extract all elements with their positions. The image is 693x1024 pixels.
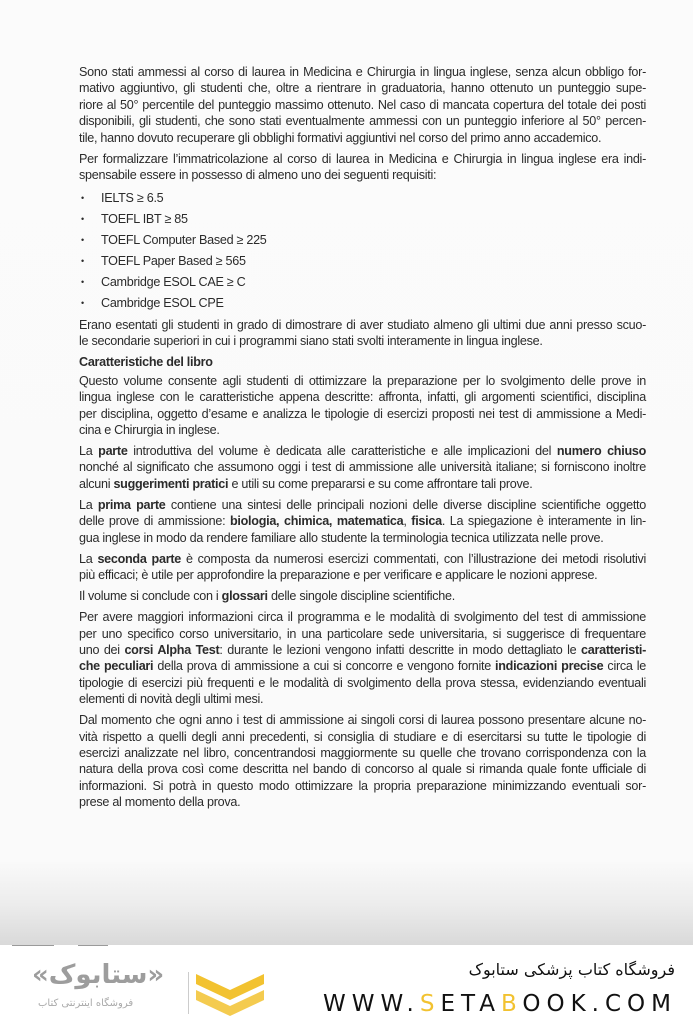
paragraph	[79, 551, 646, 584]
paragraph	[79, 64, 646, 146]
text-segment: più efficaci; è utile per approfondire la preparazione e per verificare e applicare le nozioni apprese.	[79, 568, 598, 583]
text-line	[79, 373, 646, 389]
list-item-text: TOEFL IBT ≥ 85	[101, 212, 188, 227]
text-segment: le secondarie superiori in cui i programmi siano stati svolti interamente in lingua inglese.	[79, 334, 543, 349]
text-line	[79, 459, 646, 475]
text-segment: prese al momento della prova.	[79, 795, 241, 810]
list-item	[79, 230, 646, 251]
text-segment: della prova di ammissione a cui si concorre e vengono fornite	[153, 659, 496, 674]
text-segment: ,	[403, 514, 412, 529]
section-heading: Caratteristiche del libro	[79, 355, 213, 370]
text-segment: alcuni	[79, 476, 114, 491]
text-segment: Il volume si conclude con i	[79, 589, 222, 604]
bold-text: indicazioni precise	[495, 659, 604, 674]
bold-text: biologia, chimica, matematica	[230, 514, 404, 529]
list-item	[79, 251, 646, 272]
bold-text: prima parte	[97, 497, 166, 512]
text-segment: nonché al significato che assumono oggi i test di ammissione alle università italiane; si forniscono inoltre	[79, 460, 646, 475]
page-text	[79, 64, 646, 815]
text-line	[79, 794, 646, 810]
paragraph	[79, 588, 646, 604]
text-segment: informazioni. Si potrà in questo modo ottimizzare la propria preparazione minimizzando eventuali sor-	[79, 778, 646, 793]
list-item	[79, 272, 646, 293]
site-part: WWW.	[322, 991, 420, 1017]
text-segment: lingua inglese con le caratteristiche appena descritte: affronta, infatti, gli argomenti scientifici, disciplina	[79, 390, 646, 405]
text-line	[79, 691, 646, 707]
list-item-text: Cambridge ESOL CAE ≥ C	[101, 275, 246, 290]
list-item-text: TOEFL Paper Based ≥ 565	[101, 254, 246, 269]
bullet-icon: •	[81, 256, 84, 267]
text-line	[79, 658, 646, 674]
text-line	[79, 745, 646, 761]
text-segment: è composta da numerosi esercizi commentati, con l’illustrazione dei metodi risolutivi	[180, 551, 647, 566]
logo-subtitle: فروشگاه اینترنتی کتاب	[38, 998, 134, 1009]
text-line	[79, 97, 646, 113]
bullet-icon: •	[81, 298, 84, 309]
text-line	[79, 151, 646, 167]
bold-text: suggerimenti pratici	[113, 476, 229, 491]
paragraph	[79, 497, 646, 546]
text-segment: gua inglese in modo da rendere familiare allo studente la terminologia tecnica utilizzata nelle prove.	[79, 530, 604, 545]
text-line	[79, 642, 646, 658]
text-line	[79, 317, 646, 333]
text-segment: per disciplina, oggetto d’esame e analizza le tipologie di esercizi proposti nei test di ammissione a Medi-	[79, 406, 646, 421]
text-segment: circa le	[603, 659, 646, 674]
text-segment: La	[79, 497, 98, 512]
text-line	[79, 113, 646, 129]
text-segment: La	[79, 444, 99, 459]
requirements-list	[79, 188, 646, 314]
text-segment: delle prove di ammissione:	[79, 514, 231, 529]
text-line	[79, 443, 646, 459]
text-line	[79, 406, 646, 422]
text-segment: Dal momento che ogni anno i test di ammissione ai singoli corsi di laurea possono presentare alcune no-	[79, 713, 646, 728]
bold-text: fisica	[411, 514, 442, 529]
watermark-footer	[0, 946, 693, 1024]
text-segment: spensabile essere in possesso di almeno uno dei seguenti requisiti:	[79, 168, 437, 183]
text-segment: Erano esentati gli studenti in grado di dimostrare di aver studiato almeno gli ultimi due anni presso scuo-	[79, 318, 646, 333]
text-line	[79, 675, 646, 691]
paragraph	[79, 317, 646, 350]
text-segment: Per formalizzare l’immatricolazione al corso di laurea in Medicina e Chirurgia in lingua inglese era indi-	[79, 151, 646, 166]
text-segment: esercizi analizzate nel libro, concentrandosi maggiormente su quelle che trovano corrispondenza con la	[79, 745, 646, 760]
bold-text: corsi Alpha Test	[124, 642, 220, 657]
list-item	[79, 188, 646, 209]
text-segment: Per avere maggiori informazioni circa il programma e le modalità di svolgimento del test di ammissione	[79, 610, 646, 625]
text-segment: uno dei	[79, 642, 125, 657]
site-part: B	[501, 991, 523, 1017]
logo-wordmark: «ستابوک»	[32, 960, 165, 990]
text-segment: riore al 50° percentile del punteggio massimo ottenuto. Nel caso di mancata copertura del totale dei posti	[79, 97, 646, 112]
text-segment: cina e Chirurgia in inglese.	[79, 423, 220, 438]
bullet-icon: •	[81, 235, 84, 246]
text-line	[79, 167, 646, 183]
text-segment: . La spiegazione è interamente in lin-	[441, 514, 646, 529]
list-item	[79, 209, 646, 230]
bold-text: caratteristi-	[581, 642, 646, 657]
text-segment: elementi di novità degli ultimi mesi.	[79, 692, 264, 707]
text-line	[79, 567, 646, 583]
list-item	[79, 293, 646, 314]
text-segment: natura della prova così come descritta nel bando di concorso al quale si rimanda quale fonte ufficiale di	[79, 762, 646, 777]
setabook-chevron-logo-icon	[196, 970, 264, 1016]
bullet-icon: •	[81, 277, 84, 288]
text-segment: : durante le lezioni vengono infatti descritte in modo dettagliato le	[219, 642, 582, 657]
bold-text: numero chiuso	[556, 444, 646, 459]
text-line	[79, 333, 646, 349]
text-segment: vità rispetto a quelli degli anni precedenti, si consiglia di studiare e di esercitarsi su tutte le tipologie di	[79, 729, 646, 744]
list-item-text: Cambridge ESOL CPE	[101, 296, 224, 311]
text-segment: tipologie di esercizi più frequenti e le modalità di svolgimento della prova stessa, evidenziando eventuali	[79, 675, 646, 690]
text-line	[79, 551, 646, 567]
text-line	[79, 609, 646, 625]
store-website[interactable]	[323, 991, 677, 1017]
paragraph	[79, 443, 646, 492]
text-line	[79, 513, 646, 529]
store-title: فروشگاه کتاب پزشکی ستابوک	[468, 960, 675, 979]
text-segment: delle singole discipline scientifiche.	[267, 589, 455, 604]
text-segment: Sono stati ammessi al corso di laurea in Medicina e Chirurgia in lingua inglese, senza alcun obbligo for-	[79, 65, 646, 79]
list-item-text: TOEFL Computer Based ≥ 225	[101, 233, 267, 248]
section-paragraphs	[79, 373, 646, 811]
text-segment: La	[79, 551, 98, 566]
bold-text: parte	[98, 444, 128, 459]
text-line	[79, 729, 646, 745]
site-part: ETA	[440, 991, 502, 1017]
text-line	[79, 476, 646, 492]
text-line	[79, 712, 646, 728]
exemption-paragraph	[79, 317, 646, 350]
text-line	[79, 130, 646, 146]
text-line	[79, 497, 646, 513]
text-segment: per uno specifico corso universitario, in una particolare sede universitaria, si suggerisce di frequentare	[79, 626, 646, 641]
paragraph	[79, 373, 646, 439]
text-line	[79, 761, 646, 777]
bold-text: che peculiari	[79, 659, 154, 674]
text-segment: Questo volume consente agli studenti di ottimizzare la preparazione per lo svolgimento delle prove in	[79, 373, 646, 388]
text-line	[79, 778, 646, 794]
text-segment: tile, hanno dovuto recuperare gli obblighi formativi aggiuntivi nel corso del primo anno accademico.	[79, 130, 602, 145]
bullet-icon: •	[81, 214, 84, 225]
logo-divider	[188, 972, 189, 1014]
text-segment: disponibili, gli studenti, che sono stati eventualmente ammessi con un punteggio inferiore al 50° percen-	[79, 114, 646, 129]
text-line	[79, 588, 646, 604]
text-segment: mativo aggiuntivo, gli studenti che, oltre a rientrare in graduatoria, hanno ottenuto un punteggio supe-	[79, 81, 646, 96]
bold-text: glossari	[221, 589, 268, 604]
paragraph	[79, 712, 646, 810]
text-line	[79, 389, 646, 405]
text-segment: introduttiva del volume è dedicata alle caratteristiche e alle implicazioni del	[127, 444, 557, 459]
intro-paragraphs	[79, 64, 646, 183]
text-line	[79, 530, 646, 546]
bullet-icon: •	[81, 193, 84, 204]
text-segment: e utili su come prepararsi e su come affrontare tali prove.	[228, 476, 533, 491]
text-line	[79, 80, 646, 96]
site-part: OOK.COM	[522, 991, 677, 1017]
paragraph	[79, 609, 646, 707]
text-line	[79, 422, 646, 438]
site-part: S	[419, 991, 441, 1017]
list-item-text: IELTS ≥ 6.5	[101, 191, 164, 206]
bold-text: seconda parte	[97, 551, 181, 566]
text-line	[79, 64, 646, 80]
text-segment: contiene una sintesi delle principali nozioni delle diverse discipline scientifiche oggetto	[165, 497, 646, 512]
paragraph	[79, 151, 646, 184]
text-line	[79, 626, 646, 642]
